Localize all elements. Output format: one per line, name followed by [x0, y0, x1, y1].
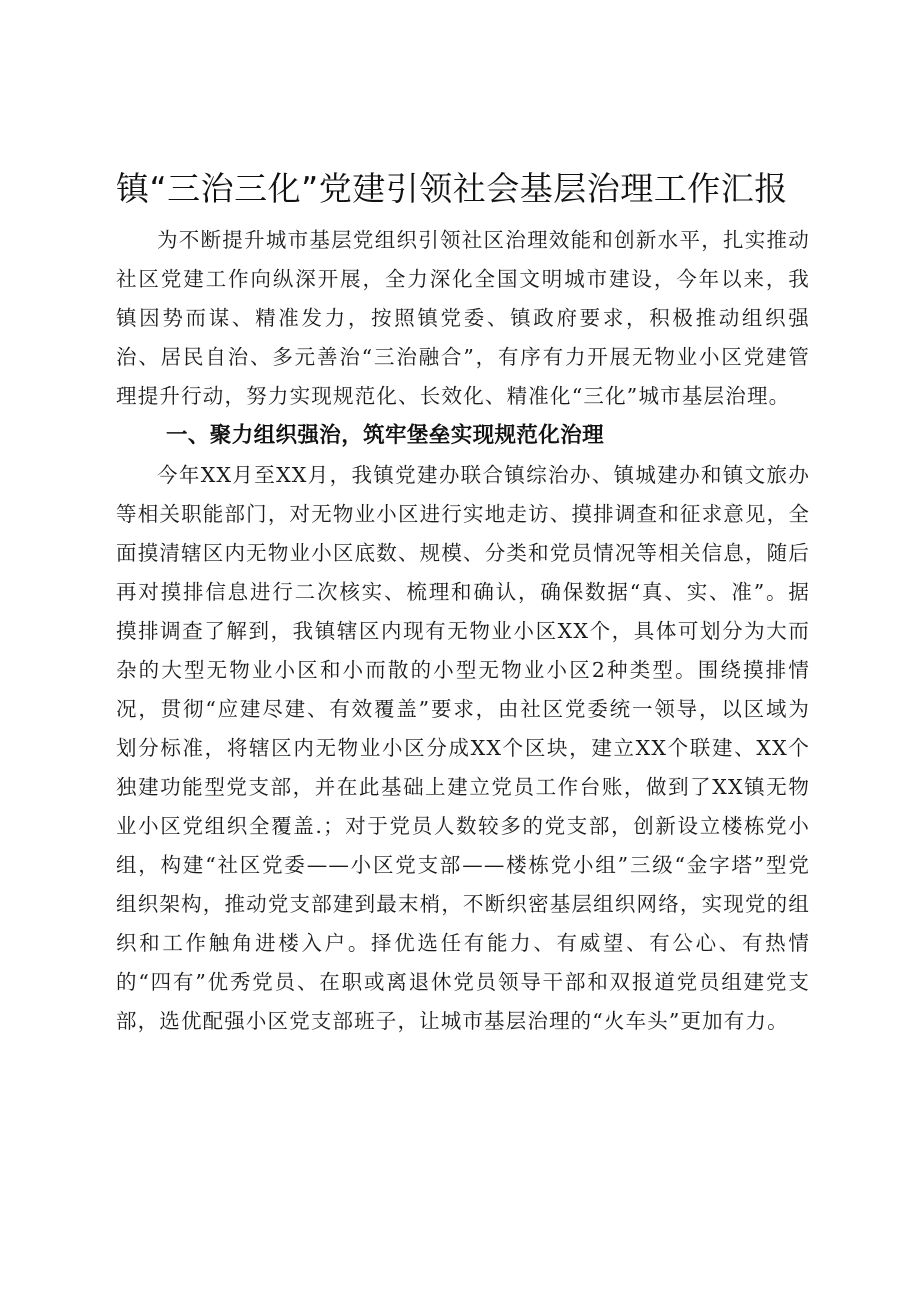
document-body — [116, 221, 810, 1041]
document-title: 镇“三治三化”党建引领社会基层治理工作汇报 — [116, 169, 788, 208]
intro-paragraph: 为不断提升城市基层党组织引领社区治理效能和创新水平，扎实推动社区党建工作向纵深开展，全力深化全国文明城市建设，今年以来，我镇因势而谋、精准发力，按照镇党委、镇政府要求，积极推动组织强治、居民自治、多元善治“三治融合”，有序有力开展无物业小区党建管理提升行动，努力实现规范化、长效化、精准化“三化”城市基层治理。 — [116, 228, 810, 408]
body-paragraph: 今年XX月至XX月，我镇党建办联合镇综治办、镇城建办和镇文旅办等相关职能部门，对无物业小区进行实地走访、摸排调查和征求意见，全面摸清辖区内无物业小区底数、规模、分类和党员情况等相关信息，随后再对摸排信息进行二次核实、梳理和确认，确保数据“真、实、准”。据摸排调查了解到，我镇辖区内现有无物业小区XX个，具体可划分为大而杂的大型无物业小区和小而散的小型无物业小区2种类型。围绕摸排情况，贯彻“应建尽建、有效覆盖”要求，由社区党委统一领导，以区域为划分标准，将辖区内无物业小区分成XX个区块，建立XX个联建、XX个独建功能型党支部，并在此基础上建立党员工作台账，做到了XX镇无物业小区党组织全覆盖.；对于党员人数较多的党支部，创新设立楼栋党小组，构建“社区党委——小区党支部——楼栋党小组”三级“金字塔”型党组织架构，推动党支部建到最末梢，不断织密基层组织网络，实现党的组织和工作触角进楼入户。择优选任有能力、有威望、有公心、有热情的“四有”优秀党员、在职或离退休党员领导干部和双报道党员组建党支部，选优配强小区党支部班子，让城市基层治理的“火车头”更加有力。 — [116, 463, 810, 1033]
section-heading: 一、聚力组织强治，筑牢堡垒实现规范化治理 — [166, 423, 605, 448]
